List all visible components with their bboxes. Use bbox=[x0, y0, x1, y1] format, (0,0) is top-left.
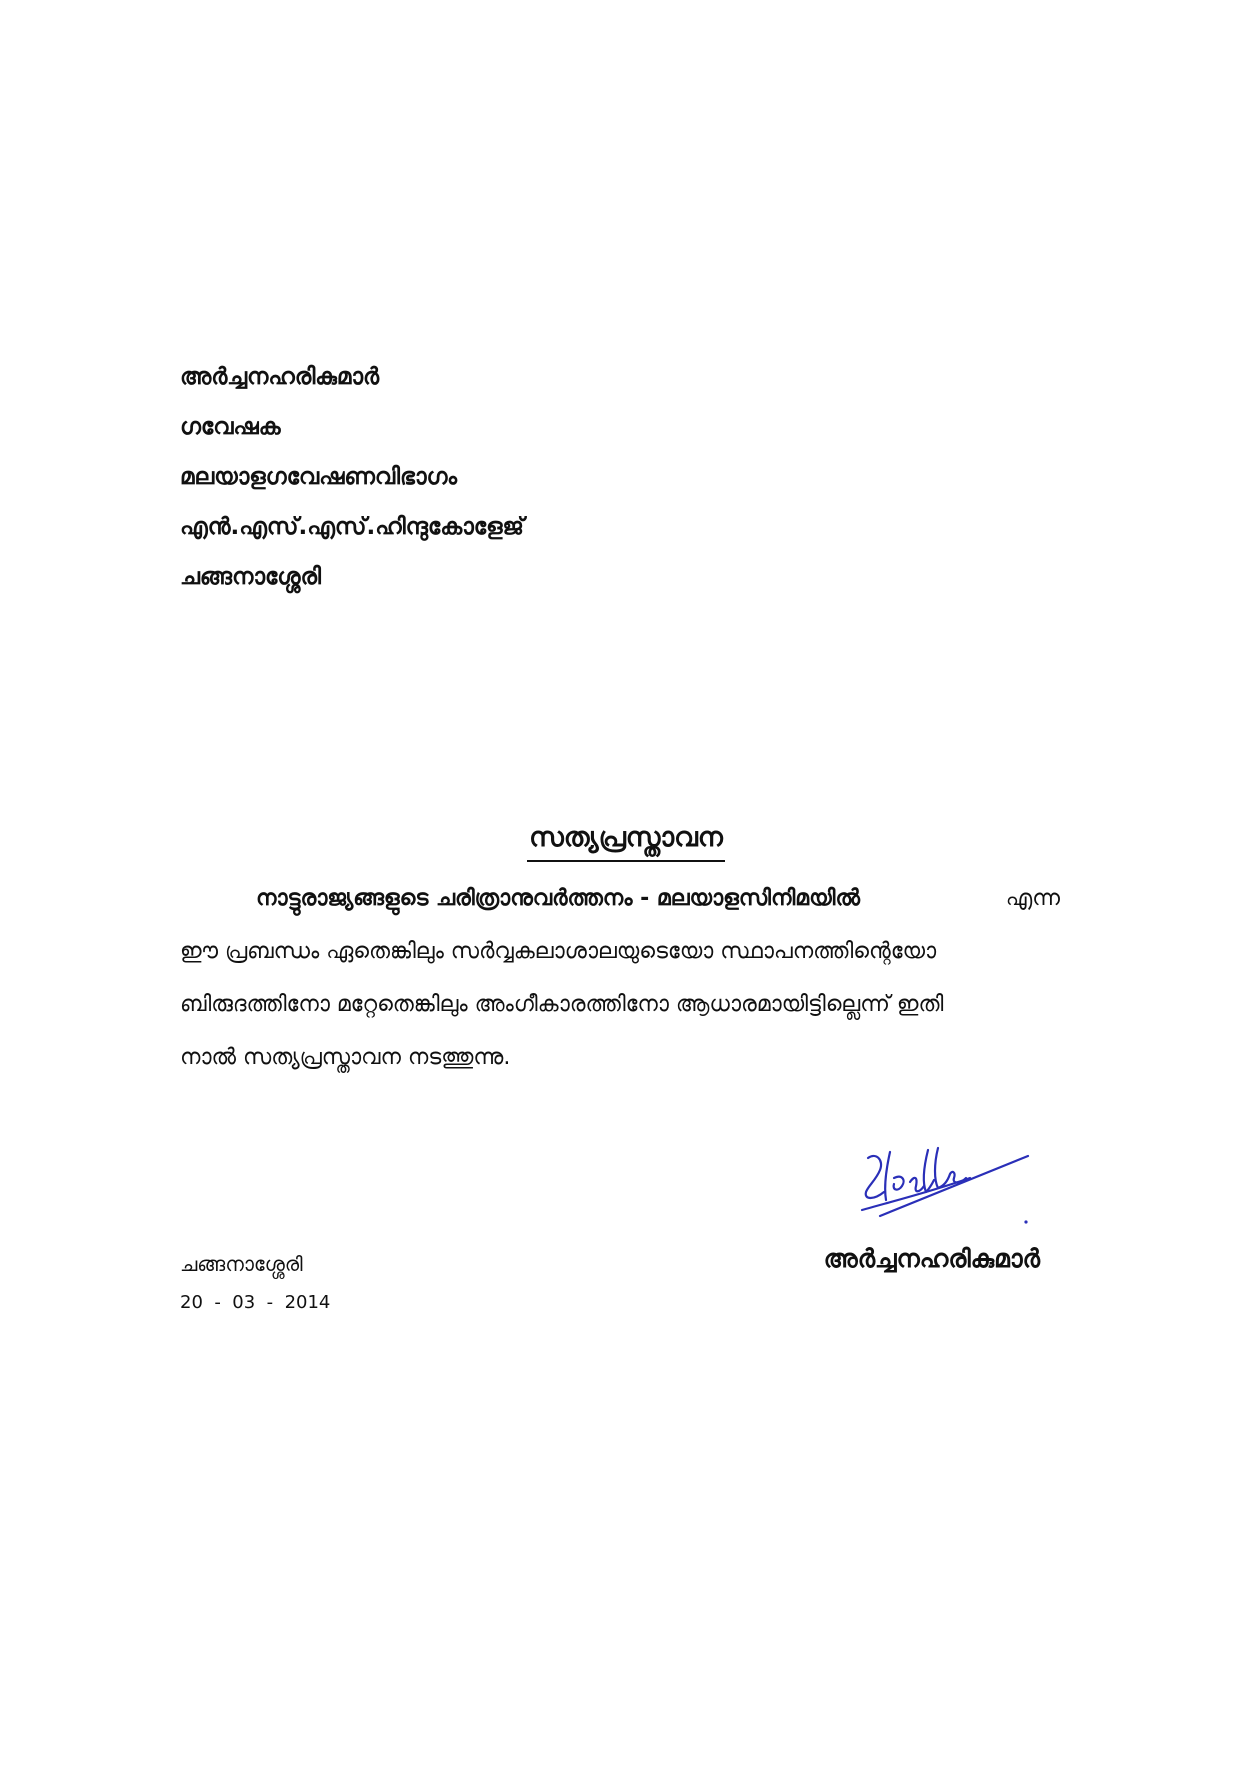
author-place: ചങ്ങനാശ്ശേരി bbox=[180, 564, 322, 590]
thesis-title: നാട്ടുരാജ്യങ്ങളുടെ ചരിത്രാനുവർത്തനം - മലയാളസിനിമയിൽ bbox=[256, 886, 860, 911]
declaration-title: സത്യപ്രസ്താവന bbox=[527, 818, 725, 862]
declaration-line-4: നാൽ സത്യപ്രസ്താവന നടത്തുന്നു. bbox=[180, 1045, 511, 1070]
declaration-title-wrap bbox=[0, 818, 1240, 862]
declaration-line-3: ബിരുദത്തിനോ മറ്റേതെങ്കിലും അംഗീകാരത്തിനോ ആധാരമായിട്ടില്ലെന്ന് ഇതി bbox=[180, 992, 944, 1017]
author-name: അർച്ചനഹരികുമാർ bbox=[180, 364, 380, 390]
declaration-body bbox=[180, 872, 1060, 1084]
author-college: എൻ.എസ്.എസ്.ഹിന്ദുകോളേജ് bbox=[180, 514, 524, 540]
declaration-line-1-tail: എന്ന bbox=[1005, 886, 1060, 911]
handwritten-signature bbox=[850, 1130, 1040, 1230]
place-label: ചങ്ങനാശ്ശേരി bbox=[180, 1252, 303, 1276]
author-address-block bbox=[180, 352, 524, 602]
date-label: 20 - 03 - 2014 bbox=[180, 1292, 331, 1313]
declaration-line-2: ഈ പ്രബന്ധം ഏതെങ്കിലും സർവ്വകലാശാലയുടെയോ സ്ഥാപനത്തിന്റെയോ bbox=[180, 939, 937, 964]
author-department: മലയാളഗവേഷണവിഭാഗം bbox=[180, 464, 458, 490]
declaration-line-1 bbox=[180, 872, 1060, 925]
signatory-name: അർച്ചനഹരികുമാർ bbox=[823, 1244, 1040, 1273]
author-role: ഗവേഷക bbox=[180, 414, 281, 440]
